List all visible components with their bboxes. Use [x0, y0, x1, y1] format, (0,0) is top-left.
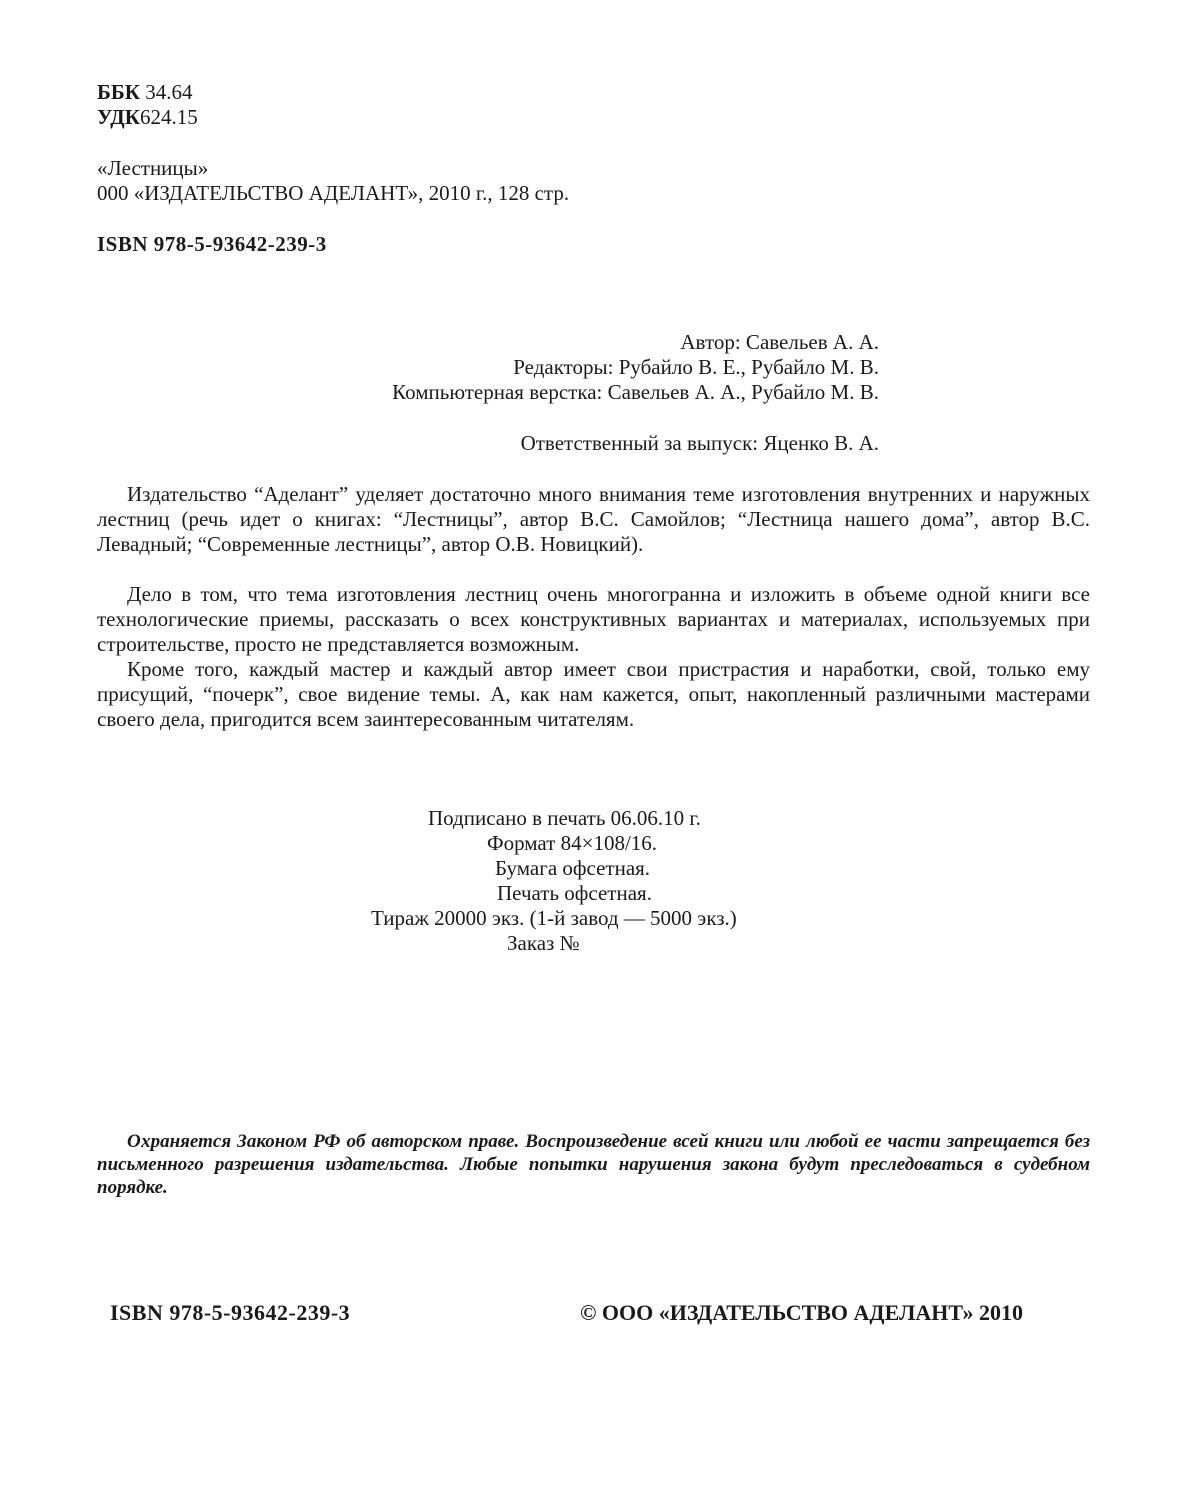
legal-notice: Охраняется Законом РФ об авторском праве. Воспроизведение всей книги или любой ее части запрещается без письменного разрешения издательства. Любые попытки нарушения закона будут преследоваться в судебном порядке. [97, 1131, 1090, 1198]
publisher-line: 000 «ИЗДАТЕЛЬСТВО АДЕЛАНТ», 2010 г., 128 стр. [97, 181, 570, 205]
description-paragraph-1: Издательство “Аделант” уделяет достаточно много внимания теме изготовления внутренних и наружных лестниц (речь идет о книгах: “Лестницы”, автор В.С. Самойлов; “Лестница нашего дома”, автор В.С. Левадный; “Современные лестницы”, автор О.В. Новицкий). [97, 482, 1090, 556]
imprint-format: Формат 84×108/16. [487, 831, 658, 855]
imprint-signed: Подписано в печать 06.06.10 г. [428, 806, 701, 830]
udk-line [97, 105, 198, 130]
credit-editors: Редакторы: Рубайло В. Е., Рубайло М. В. [513, 355, 879, 379]
imprint-printing: Печать офсетная. [497, 881, 652, 905]
bbk-line [97, 80, 193, 105]
imprint-run: Тираж 20000 экз. (1-й завод — 5000 экз.) [371, 906, 737, 930]
book-title: «Лестницы» [97, 156, 209, 180]
isbn-top: ISBN 978-5-93642-239-3 [97, 232, 327, 256]
description-paragraph-2: Дело в том, что тема изготовления лестниц очень многогранна и изложить в объеме одной книги все технологические приемы, рассказать о всех конструктивных вариантах и материалах, используемых при строительстве, просто не представляется возможным. [97, 582, 1090, 656]
imprint-paper: Бумага офсетная. [495, 856, 651, 880]
credit-responsible: Ответственный за выпуск: Яценко В. А. [520, 431, 879, 455]
footer-isbn: ISBN 978-5-93642-239-3 [110, 1300, 351, 1325]
imprint-order: Заказ № [507, 931, 580, 955]
imprint-block [371, 806, 821, 956]
credit-author: Автор: Савельев А. А. [680, 330, 879, 354]
udk-value: 624.15 [139, 105, 198, 129]
footer-copyright: © ООО «ИЗДАТЕЛЬСТВО АДЕЛАНТ» 2010 [580, 1300, 1023, 1325]
udk-label: УДК [97, 105, 140, 129]
credit-layout: Компьютерная верстка: Савельев А. А., Рубайло М. В. [392, 380, 879, 404]
bbk-value: 34.64 [145, 80, 193, 104]
description-paragraph-3: Кроме того, каждый мастер и каждый автор имеет свои пристрастия и наработки, свой, только ему присущий, “почерк”, свое видение темы. А, как нам кажется, опыт, накопленный различными мастерами своего дела, пригодится всем заинтересованным читателям. [97, 657, 1090, 731]
bbk-label: ББК [97, 80, 140, 104]
